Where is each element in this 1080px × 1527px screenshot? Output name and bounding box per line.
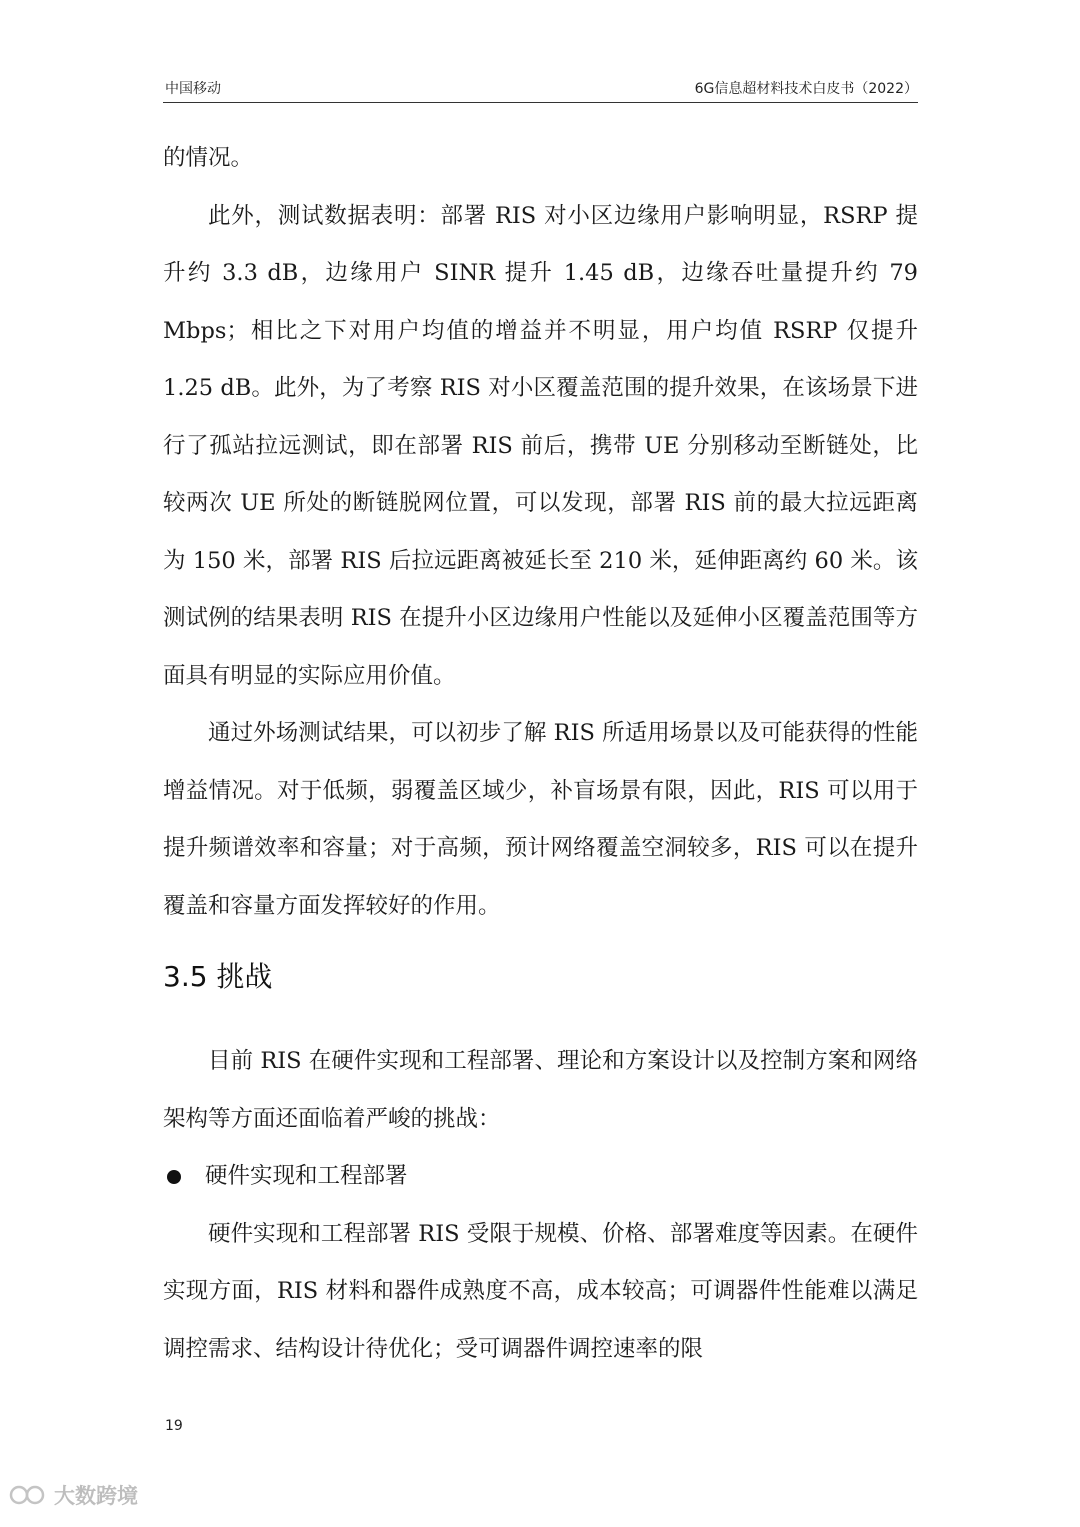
- body-text: [163, 130, 918, 935]
- section-heading: 3.5 挑战: [163, 960, 273, 993]
- watermark-logo-icon: [8, 1482, 48, 1508]
- bullet-item: [163, 1148, 918, 1206]
- header-doc-title: 6G信息超材料技术白皮书（2022）: [694, 81, 918, 97]
- section-paragraph: 硬件实现和工程部署 RIS 受限于规模、价格、部署难度等因素。在硬件实现方面，RIS 材料和器件成熟度不高，成本较高；可调器件性能难以满足调控需求、结构设计待优化；受可调器件调控速率的限: [163, 1220, 918, 1362]
- bullet-dot-icon: [167, 1170, 181, 1184]
- watermark: [8, 1480, 138, 1510]
- section-intro: 目前 RIS 在硬件实现和工程部署、理论和方案设计以及控制方案和网络架构等方面还面临着严峻的挑战：: [163, 1048, 918, 1132]
- paragraph: 的情况。: [163, 145, 254, 171]
- page-number: 19: [165, 1418, 183, 1434]
- watermark-text: 大数跨境: [54, 1484, 138, 1508]
- section-body: [163, 1033, 918, 1378]
- header-org: 中国移动: [165, 81, 221, 97]
- paragraph: 通过外场测试结果，可以初步了解 RIS 所适用场景以及可能获得的性能增益情况。对于低频，弱覆盖区域少，补盲场景有限，因此，RIS 可以用于提升频谱效率和容量；对于高频，预计网络覆盖空洞较多，RIS 可以在提升覆盖和容量方面发挥较好的作用。: [163, 720, 918, 919]
- paragraph: 此外，测试数据表明：部署 RIS 对小区边缘用户影响明显，RSRP 提升约 3.3 dB，边缘用户 SINR 提升 1.45 dB，边缘吞吐量提升约 79 Mbps；相比之下对用户均值的增益并不明显，用户均值 RSRP 仅提升 1.25 dB。此外，为了考察 RIS 对小区覆盖范围的提升效果，在该场景下进行了孤站拉远测试，即在部署 RIS 前后，携带 UE 分别移动至断链处，比较两次 UE 所处的断链脱网位置，可以发现，部署 RIS 前的最大拉远距离为 150 米，部署 RIS 后拉远距离被延长至 210 米，延伸距离约 60 米。该测试例的结果表明 RIS 在提升小区边缘用户性能以及延伸小区覆盖范围等方面具有明显的实际应用价值。: [163, 202, 918, 689]
- page-header: [163, 74, 918, 103]
- bullet-text: 硬件实现和工程部署: [205, 1163, 408, 1189]
